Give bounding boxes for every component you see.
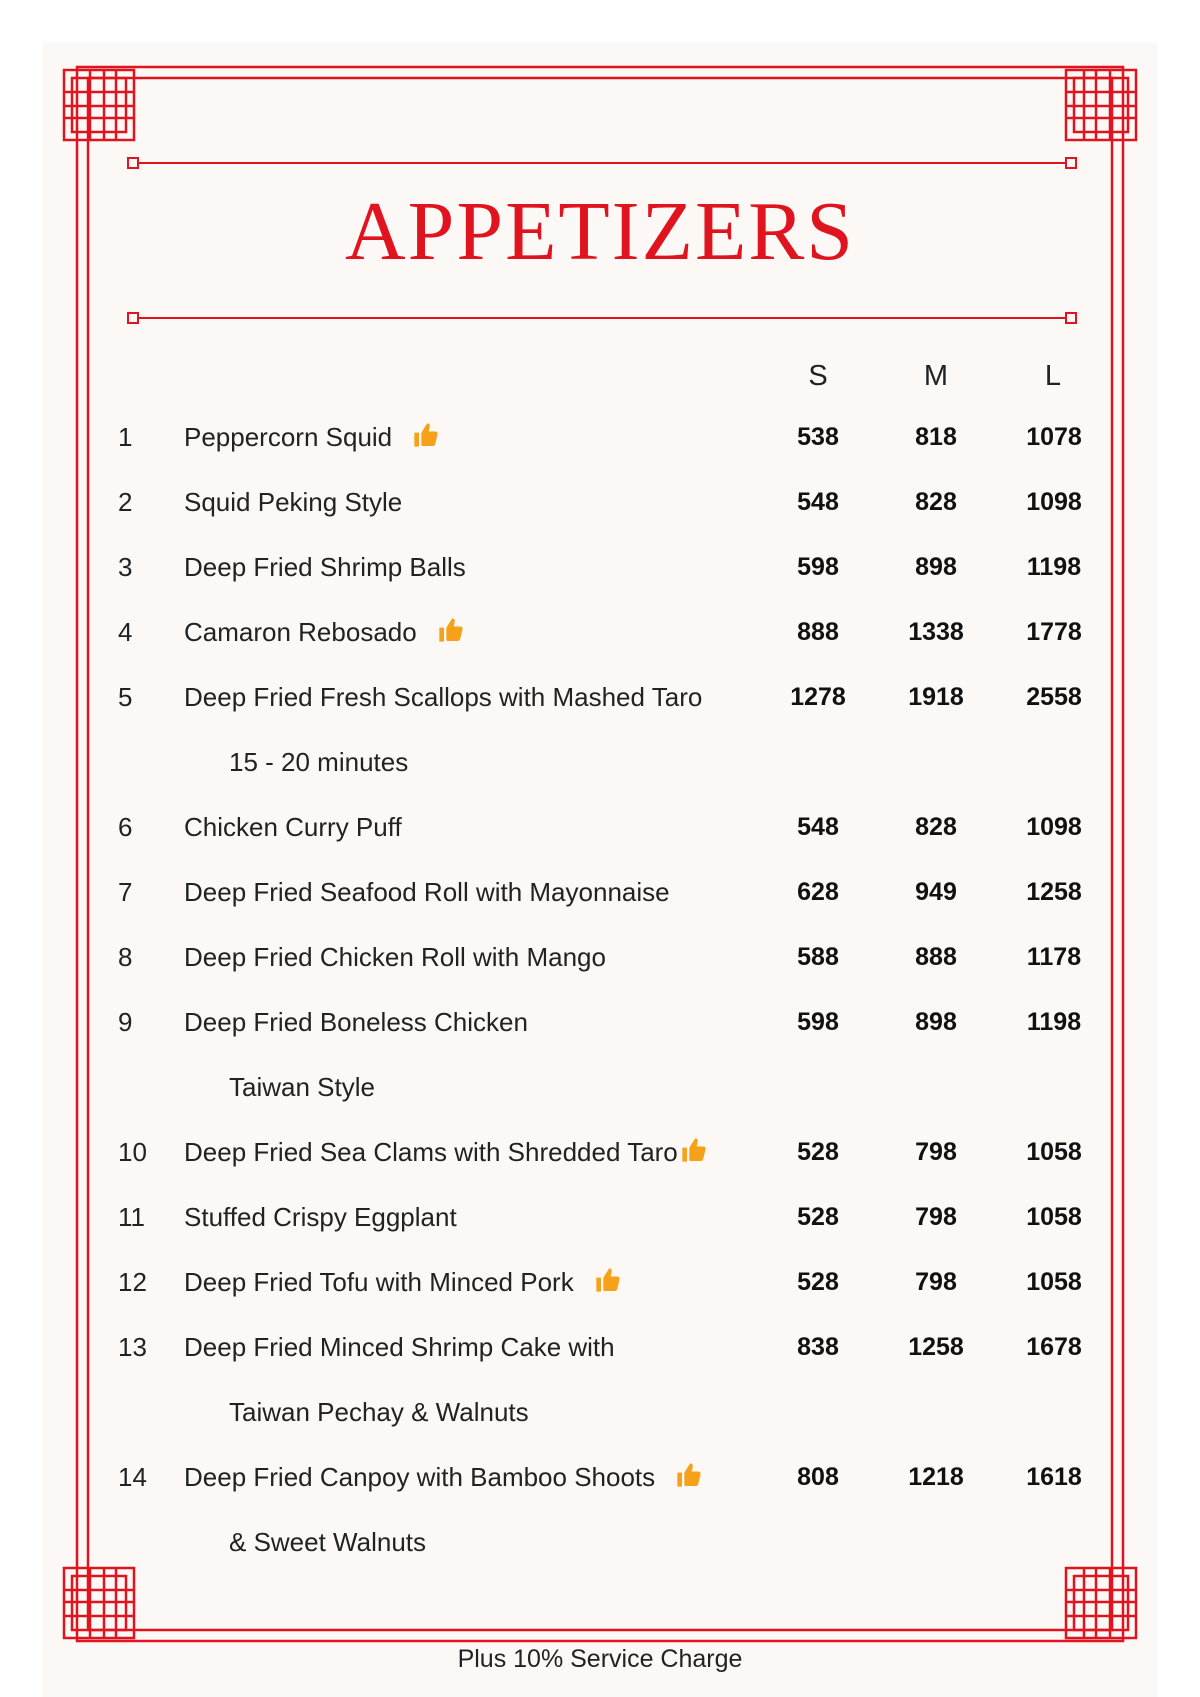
price-l: 1198 — [1026, 553, 1082, 581]
price-m: 828 — [915, 488, 957, 516]
price-l: 1178 — [1026, 943, 1082, 971]
item-name-wrap — [184, 1447, 703, 1507]
thumbs-up-icon — [594, 1255, 622, 1283]
price-s: 628 — [797, 878, 839, 906]
item-name-wrap — [184, 797, 402, 857]
item-subtitle: 15 - 20 minutes — [229, 747, 409, 777]
item-name: Deep Fried Sea Clams with Shredded Taro — [184, 1137, 678, 1167]
item-name: Deep Fried Shrimp Balls — [184, 552, 466, 582]
item-number: 6 — [118, 812, 133, 842]
price-m: 1218 — [908, 1463, 964, 1491]
menu-item-row — [0, 1317, 1200, 1427]
item-number: 1 — [118, 422, 133, 452]
price-s: 588 — [797, 943, 839, 971]
price-m: 1258 — [908, 1333, 964, 1361]
menu-title: APPETIZERS — [344, 185, 856, 278]
item-name: Peppercorn Squid — [184, 422, 393, 452]
thumbs-up-icon — [437, 605, 465, 633]
menu-item-row — [0, 1187, 1200, 1247]
item-name: Deep Fried Seafood Roll with Mayonnaise — [184, 877, 670, 907]
price-s: 528 — [797, 1268, 839, 1296]
rule-end-square — [1066, 313, 1076, 323]
service-charge-note: Plus 10% Service Charge — [457, 1645, 743, 1673]
item-name: Stuffed Crispy Eggplant — [184, 1202, 457, 1232]
corner-ornament-top-right — [1066, 70, 1136, 140]
price-l: 1678 — [1026, 1333, 1082, 1361]
item-name-wrap — [184, 992, 528, 1052]
price-l: 1778 — [1026, 618, 1082, 646]
price-m: 949 — [915, 878, 957, 906]
price-l: 1058 — [1026, 1203, 1082, 1231]
price-l: 1098 — [1026, 813, 1082, 841]
price-s: 548 — [797, 488, 839, 516]
item-name: Squid Peking Style — [184, 487, 403, 517]
price-m: 818 — [915, 423, 957, 451]
price-s: 528 — [797, 1138, 839, 1166]
item-name: Deep Fried Fresh Scallops with Mashed Taro — [184, 682, 703, 712]
rule-end-square — [128, 158, 138, 168]
price-s: 598 — [797, 553, 839, 581]
menu-item-row — [0, 862, 1200, 922]
price-m: 798 — [915, 1203, 957, 1231]
item-name: Deep Fried Chicken Roll with Mango — [184, 942, 606, 972]
menu-item-row — [0, 1447, 1200, 1557]
item-name-wrap — [184, 862, 670, 922]
item-name-wrap — [184, 1187, 457, 1247]
corner-ornament-bottom-left — [64, 1568, 134, 1638]
item-name-wrap — [184, 537, 466, 597]
item-subtitle: Taiwan Style — [229, 1072, 375, 1102]
price-m: 798 — [915, 1268, 957, 1296]
item-name-wrap — [184, 602, 465, 662]
price-l: 2558 — [1026, 683, 1082, 711]
item-number: 14 — [118, 1462, 147, 1492]
price-l: 1198 — [1026, 1008, 1082, 1036]
item-name-wrap — [184, 667, 702, 727]
menu-item-row — [0, 797, 1200, 857]
item-number: 11 — [118, 1202, 145, 1232]
price-s: 1278 — [790, 683, 846, 711]
price-s: 538 — [797, 423, 839, 451]
price-m: 1918 — [908, 683, 964, 711]
menu-item-row — [0, 927, 1200, 987]
menu-item-row — [0, 667, 1200, 777]
price-s: 808 — [797, 1463, 839, 1491]
price-l: 1078 — [1026, 423, 1082, 451]
item-number: 10 — [118, 1137, 147, 1167]
corner-ornament-top-left — [64, 70, 134, 140]
column-header-l: L — [1044, 360, 1062, 392]
price-l: 1618 — [1026, 1463, 1082, 1491]
menu-item-row — [0, 1252, 1200, 1312]
price-m: 888 — [915, 943, 957, 971]
thumbs-up-icon — [412, 410, 440, 438]
menu-item-row — [0, 472, 1200, 532]
column-header-s: S — [808, 360, 828, 392]
item-number: 7 — [118, 877, 133, 907]
item-number: 4 — [118, 617, 133, 647]
item-number: 5 — [118, 682, 133, 712]
item-number: 12 — [118, 1267, 147, 1297]
item-name-wrap — [184, 1122, 708, 1182]
item-name-wrap — [184, 927, 606, 987]
price-m: 898 — [915, 1008, 957, 1036]
menu-item-row — [0, 1122, 1200, 1182]
item-name: Camaron Rebosado — [184, 617, 417, 647]
item-number: 2 — [118, 487, 133, 517]
thumbs-up-icon — [675, 1450, 703, 1478]
item-subtitle: Taiwan Pechay & Walnuts — [229, 1397, 529, 1427]
price-m: 1338 — [908, 618, 964, 646]
price-l: 1058 — [1026, 1268, 1082, 1296]
price-m: 828 — [915, 813, 957, 841]
rule-end-square — [128, 313, 138, 323]
item-number: 3 — [118, 552, 133, 582]
menu-item-row — [0, 602, 1200, 662]
item-name: Deep Fried Tofu with Minced Pork — [184, 1267, 574, 1297]
item-name: Deep Fried Boneless Chicken — [184, 1007, 528, 1037]
price-m: 898 — [915, 553, 957, 581]
menu-item-row — [0, 992, 1200, 1102]
item-name: Chicken Curry Puff — [184, 812, 402, 842]
item-number: 8 — [118, 942, 133, 972]
item-name: Deep Fried Minced Shrimp Cake with — [184, 1332, 615, 1362]
item-name-wrap — [184, 1317, 615, 1377]
price-l: 1098 — [1026, 488, 1082, 516]
item-number: 9 — [118, 1007, 133, 1037]
item-name-wrap — [184, 1252, 622, 1312]
menu-item-row — [0, 537, 1200, 597]
corner-ornament-bottom-right — [1066, 1568, 1136, 1638]
item-name-wrap — [184, 407, 440, 467]
item-subtitle: & Sweet Walnuts — [229, 1527, 427, 1557]
rule-end-square — [1066, 158, 1076, 168]
price-m: 798 — [915, 1138, 957, 1166]
price-s: 528 — [797, 1203, 839, 1231]
menu-item-row — [0, 407, 1200, 467]
item-name: Deep Fried Canpoy with Bamboo Shoots — [184, 1462, 656, 1492]
item-name-wrap — [184, 472, 402, 532]
price-s: 598 — [797, 1008, 839, 1036]
thumbs-up-icon — [680, 1125, 708, 1153]
price-s: 838 — [797, 1333, 839, 1361]
item-number: 13 — [118, 1332, 147, 1362]
column-header-m: M — [923, 360, 949, 392]
price-s: 888 — [797, 618, 839, 646]
price-l: 1258 — [1026, 878, 1082, 906]
price-s: 548 — [797, 813, 839, 841]
price-l: 1058 — [1026, 1138, 1082, 1166]
